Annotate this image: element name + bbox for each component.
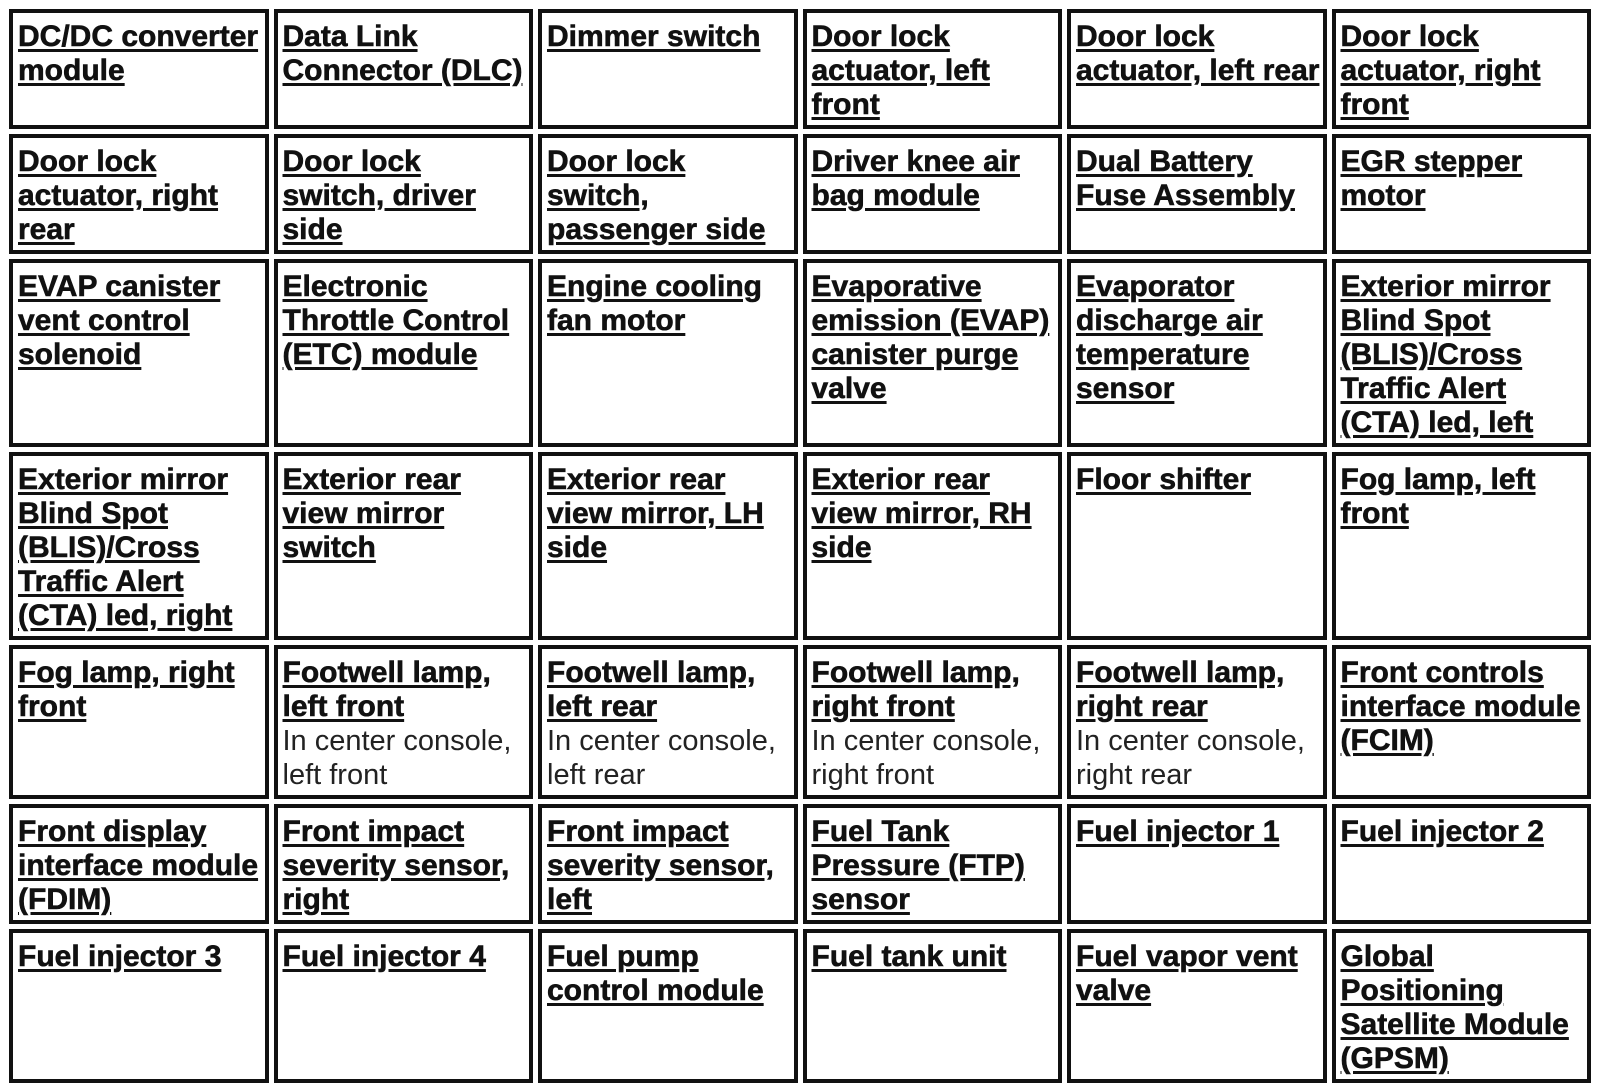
- component-link[interactable]: Front display interface module (FDIM): [18, 815, 259, 916]
- table-cell: [803, 929, 1063, 1083]
- table-cell: [9, 259, 269, 447]
- table-cell: [538, 134, 798, 254]
- table-cell: [538, 929, 798, 1083]
- component-link[interactable]: Engine cooling fan motor: [547, 270, 762, 337]
- table-row: [9, 645, 1591, 799]
- table-cell: [538, 452, 798, 640]
- component-link[interactable]: Front impact severity sensor, right: [282, 815, 510, 916]
- table-cell: [538, 804, 798, 924]
- component-link[interactable]: Footwell lamp, right front: [811, 656, 1020, 723]
- component-link[interactable]: Dual Battery Fuse Assembly: [1076, 145, 1295, 212]
- table-cell: [1067, 9, 1327, 129]
- location-note: In center console, left rear: [547, 725, 776, 791]
- location-note: In center console, right front: [811, 725, 1041, 791]
- component-link[interactable]: Evaporative emission (EVAP) canister purge valve: [811, 270, 1050, 405]
- location-note: In center console, left front: [282, 725, 512, 791]
- table-cell: [274, 9, 534, 129]
- component-link[interactable]: Data Link Connector (DLC): [282, 20, 523, 87]
- component-link[interactable]: Front impact severity sensor, left: [547, 815, 774, 916]
- table-row: [9, 929, 1591, 1083]
- component-link[interactable]: Fuel tank unit: [811, 940, 1007, 973]
- component-link[interactable]: Driver knee air bag module: [811, 145, 1020, 212]
- table-cell: [1067, 645, 1327, 799]
- component-link[interactable]: Exterior mirror Blind Spot (BLIS)/Cross Traffic Alert (CTA) led, right: [18, 463, 233, 632]
- component-link[interactable]: Exterior mirror Blind Spot (BLIS)/Cross Traffic Alert (CTA) led, left: [1340, 270, 1551, 439]
- component-link[interactable]: Fuel injector 4: [282, 940, 486, 973]
- table-cell: [9, 804, 269, 924]
- component-link[interactable]: Dimmer switch: [547, 20, 761, 53]
- component-link[interactable]: Footwell lamp, right rear: [1076, 656, 1285, 723]
- component-link[interactable]: Fuel pump control module: [547, 940, 764, 1007]
- component-link[interactable]: Fuel injector 1: [1076, 815, 1280, 848]
- component-link[interactable]: Fuel vapor vent valve: [1076, 940, 1298, 1007]
- table-row: [9, 134, 1591, 254]
- component-link[interactable]: Fuel Tank Pressure (FTP) sensor: [811, 815, 1025, 916]
- table-cell: [1067, 804, 1327, 924]
- table-row: [9, 259, 1591, 447]
- component-link[interactable]: Footwell lamp, left front: [282, 656, 491, 723]
- table-cell: [1067, 929, 1327, 1083]
- component-link[interactable]: Exterior rear view mirror, RH side: [811, 463, 1032, 564]
- table-cell: [803, 452, 1063, 640]
- table-cell: [803, 804, 1063, 924]
- table-cell: [1332, 9, 1592, 129]
- table-cell: [274, 929, 534, 1083]
- table-cell: [1332, 259, 1592, 447]
- component-link[interactable]: Door lock actuator, left rear: [1076, 20, 1320, 87]
- table-cell: [9, 9, 269, 129]
- component-link[interactable]: Fuel injector 2: [1340, 815, 1544, 848]
- table-cell: [803, 9, 1063, 129]
- table-cell: [274, 134, 534, 254]
- component-link[interactable]: Door lock actuator, right front: [1340, 20, 1541, 121]
- component-link[interactable]: EGR stepper motor: [1340, 145, 1523, 212]
- location-note: In center console, right rear: [1076, 725, 1305, 791]
- component-link[interactable]: Electronic Throttle Control (ETC) module: [282, 270, 510, 371]
- component-link[interactable]: Fog lamp, left front: [1340, 463, 1536, 530]
- component-link[interactable]: Door lock switch, passenger side: [547, 145, 766, 246]
- table-cell: [538, 259, 798, 447]
- table-cell: [274, 259, 534, 447]
- component-locator-table: [4, 4, 1596, 1088]
- table-cell: [274, 645, 534, 799]
- component-link[interactable]: Evaporator discharge air temperature sensor: [1076, 270, 1263, 405]
- table-row: [9, 9, 1591, 129]
- component-link[interactable]: Footwell lamp, left rear: [547, 656, 756, 723]
- table-cell: [1067, 452, 1327, 640]
- table-cell: [274, 452, 534, 640]
- component-link[interactable]: Front controls interface module (FCIM): [1340, 656, 1581, 757]
- table-cell: [803, 645, 1063, 799]
- component-link[interactable]: DC/DC converter module: [18, 20, 259, 87]
- component-link[interactable]: Fog lamp, right front: [18, 656, 235, 723]
- component-link[interactable]: Global Positioning Satellite Module (GPSM): [1340, 940, 1569, 1075]
- table-cell: [803, 134, 1063, 254]
- component-link[interactable]: Exterior rear view mirror, LH side: [547, 463, 764, 564]
- component-link[interactable]: EVAP canister vent control solenoid: [18, 270, 221, 371]
- table-cell: [1067, 134, 1327, 254]
- component-link[interactable]: Exterior rear view mirror switch: [282, 463, 461, 564]
- component-link[interactable]: Door lock actuator, left front: [811, 20, 990, 121]
- table-cell: [9, 929, 269, 1083]
- table-cell: [538, 9, 798, 129]
- table-row: [9, 804, 1591, 924]
- table-cell: [9, 452, 269, 640]
- table-cell: [1332, 929, 1592, 1083]
- table-cell: [1332, 134, 1592, 254]
- table-cell: [803, 259, 1063, 447]
- table-cell: [9, 134, 269, 254]
- component-link[interactable]: Door lock switch, driver side: [282, 145, 476, 246]
- table-cell: [9, 645, 269, 799]
- table-cell: [538, 645, 798, 799]
- table-cell: [1332, 645, 1592, 799]
- table-row: [9, 452, 1591, 640]
- table-cell: [1332, 452, 1592, 640]
- component-link[interactable]: Door lock actuator, right rear: [18, 145, 219, 246]
- component-link[interactable]: Fuel injector 3: [18, 940, 222, 973]
- table-cell: [1332, 804, 1592, 924]
- component-link[interactable]: Floor shifter: [1076, 463, 1252, 496]
- table-cell: [1067, 259, 1327, 447]
- table-cell: [274, 804, 534, 924]
